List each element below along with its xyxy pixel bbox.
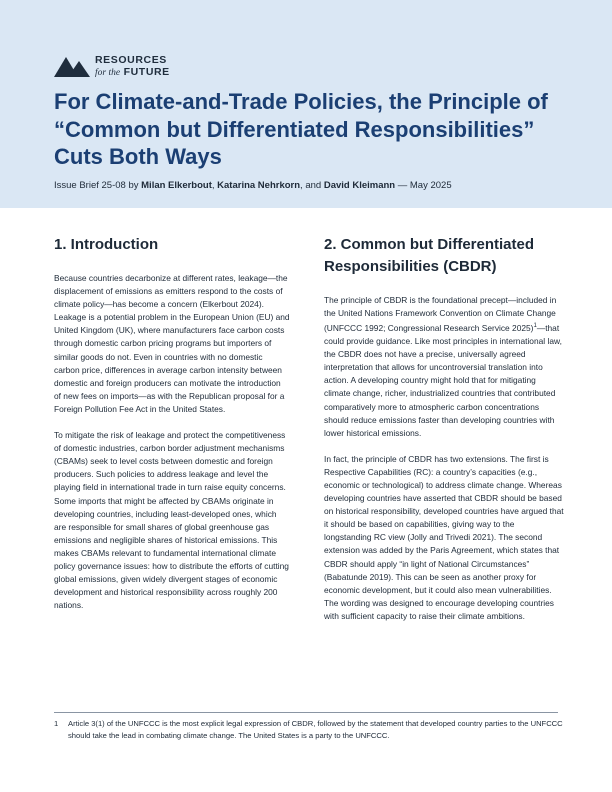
- publication-date: — May 2025: [395, 180, 452, 191]
- paragraph: [324, 294, 564, 440]
- rff-logo[interactable]: [54, 54, 184, 80]
- byline: [54, 180, 452, 191]
- footnote-reference[interactable]: 1: [533, 323, 537, 330]
- footnote-divider: [54, 712, 558, 713]
- author-name: Milan Elkerbout: [141, 180, 212, 191]
- byline-separator: , and: [300, 180, 324, 191]
- author-name: Katarina Nehrkorn: [217, 180, 301, 191]
- header-banner: [0, 0, 612, 208]
- paragraph-text: —that could provide guidance. Like most principles in international law, the CBDR does not have a precise, universally agreed interpretation that allows for uncontroversial translation into action. A developing country might hold that for mitigating climate change, richer, industrialized countries that contributed comparatively more to atmospheric carbon concentrations should reduce emissions faster than developing countries with lower historical emissions.: [324, 322, 562, 438]
- paragraph-text: The principle of CBDR is the foundational precept—included in the United Nations Framework Convention on Climate Change (UNFCCC 1992; Congressional Research Service 2025): [324, 295, 557, 333]
- paragraph: In fact, the principle of CBDR has two extensions. The first is Respective Capabilities (RC): a country’s capacities (e.g., economic or technological) to address climate change. Whereas developing countries have asserted that CBDR should be based on historical responsibility, developed countries have argued that it should be based on capabilities, giving way to the longstanding RC view (Jolly and Trivedi 2021). The second extension was added by the Paris Agreement, which states that CBDR should apply “in light of National Circumstances” (Babatunde 2019). This can be seen as another proxy for economic development, but it could also mean vulnerabilities. The wording was designed to encourage developing countries with sufficient capacity to raise their climate ambitions.: [324, 453, 564, 621]
- logo-text-for-the: for the: [95, 68, 121, 78]
- logo-text-resources: RESOURCES: [95, 54, 167, 66]
- logo-text-future-word: FUTURE: [123, 66, 170, 78]
- mountain-logo-icon: [54, 55, 90, 77]
- logo-text-future: [95, 66, 170, 78]
- byline-separator: ,: [211, 180, 218, 191]
- footnote-number: 1: [54, 719, 59, 728]
- section-heading-introduction: 1. Introduction: [54, 236, 159, 253]
- page-title: For Climate-and-Trade Policies, the Principle of “Common but Differentiated Responsibilities” Cuts Both Ways: [54, 89, 548, 169]
- footnote: [54, 718, 564, 741]
- footnote-text: Article 3(1) of the UNFCCC is the most explicit legal expression of CBDR, followed by the statement that developed country parties to the UNFCCC should take the lead in combating climate change. The United States is a party to the UNFCCC.: [68, 719, 563, 740]
- author-name: David Kleimann: [323, 180, 396, 191]
- right-column: [324, 234, 564, 636]
- section-heading-cbdr: 2. Common but Differentiated Responsibilities (CBDR): [324, 236, 535, 275]
- byline-prefix: Issue Brief 25-08 by: [54, 180, 142, 191]
- paragraph: Because countries decarbonize at different rates, leakage—the displacement of emissions as emitters respond to the costs of climate policy—has become a concern (Elkerbout 2024). Leakage is a potential problem in the European Union (EU) and United Kingdom (UK), where manufacturers face carbon costs through domestic carbon pricing programs but importers of similar goods do not. Even in countries with no domestic carbon price, differences in average carbon intensity between domestic and foreign producers can motivate the introduction of new fees on imports—as with the Republican proposal for a Foreign Pollution Fee Act in the United States.: [54, 273, 290, 414]
- paragraph: To mitigate the risk of leakage and protect the competitiveness of domestic industries, carbon border adjustment mechanisms (CBAMs) seek to level costs between domestic and foreign producers. Such policies to address leakage and level the playing field in international trade in turn raise equity concerns. Some imports that might be affected by CBAMs originate in developing countries, including least-developed ones, which are responsible for small shares of global greenhouse gas emissions and negligible shares of historical emissions. This makes CBAMs relevant to fundamental international climate policy governance issues: how to distribute the efforts of cutting global emissions, given widely divergent stages of economic development and historical responsibility across roughly 200 nations.: [54, 430, 289, 611]
- left-column: [54, 234, 290, 625]
